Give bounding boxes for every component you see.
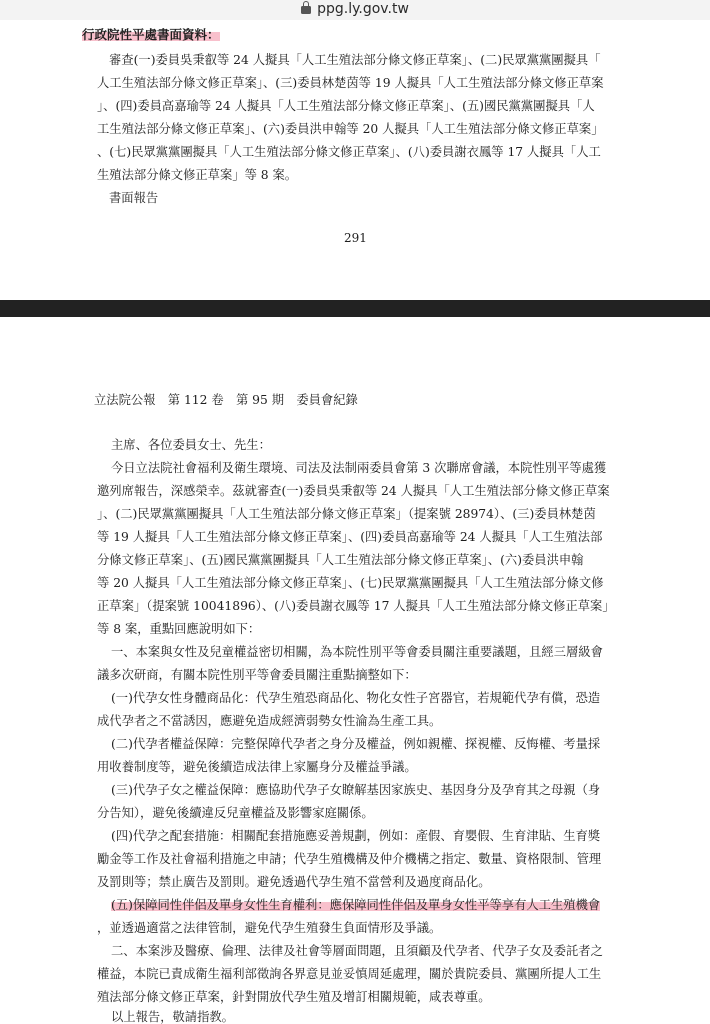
text-line: 及罰則等；禁止廣告及罰則。避免透過代孕生殖不當營利及過度商品化。 [97, 875, 491, 889]
text-line: 」、(二)民眾黨黨團擬具「人工生殖法部分條文修正草案」（提案號 28974）、(三)委員林楚茵 [97, 507, 596, 521]
page-number: 291 [344, 231, 367, 245]
text-line: 等 19 人擬具「人工生殖法部分條文修正草案」、(四)委員高嘉瑜等 24 人擬具「人工生殖法部 [97, 530, 603, 544]
text-line: 議多次研商，有關本院性別平等會委員關注重點摘整如下： [97, 668, 417, 682]
section-heading: 行政院性平處書面資料： [82, 27, 220, 42]
text-line: 」、(四)委員高嘉瑜等 24 人擬具「人工生殖法部分條文修正草案」、(五)國民黨黨團擬具「人 [97, 99, 595, 113]
text-line: 等 20 人擬具「人工生殖法部分條文修正草案」、(七)民眾黨黨團擬具「人工生殖法部分條文修 [97, 576, 604, 590]
text-line: 殖法部分條文修正草案，針對開放代孕生殖及增訂相關規範，咸表尊重。 [97, 990, 491, 1004]
text-line: ，並透過適當之法律管制，避免代孕生殖發生負面情形及爭議。 [97, 921, 442, 935]
text-line: 用收養制度等，避免後續造成法律上家屬身分及權益爭議。 [97, 760, 417, 774]
text-line: 邀列席報告，深感榮幸。茲就審查(一)委員吳秉叡等 24 人擬具「人工生殖法部分條文修正草案 [97, 484, 610, 498]
text-line: 權益，本院已責成衛生福利部徵詢各界意見並妥慎周延處理，關於貴院委員、黨團所提人工生 [97, 967, 602, 981]
text-line: 正草案」（提案號 10041896）、(八)委員謝衣鳳等 17 人擬具「人工生殖法部分條文修正草案」 [97, 599, 615, 613]
text-line: 勵金等工作及社會福利措施之申請；代孕生殖機構及仲介機構之指定、數量、資格限制、管理 [97, 852, 602, 866]
text-line: 二、本案涉及醫療、倫理、法律及社會等層面問題，且須顧及代孕者、代孕子女及委託者之 [111, 944, 603, 958]
url-text: ppg.ly.gov.tw [317, 1, 409, 17]
text-line: 分條文修正草案」、(五)國民黨黨團擬具「人工生殖法部分條文修正草案」、(六)委員洪申翰 [97, 553, 584, 567]
text-line: 一、本案與女性及兒童權益密切相關，為本院性別平等會委員關注重要議題，且經三層級會 [111, 645, 603, 659]
text-line: (三)代孕子女之權益保障：應協助代孕子女瞭解基因家族史、基因身分及孕育其之母親（身 [111, 783, 601, 797]
text-line: 人工生殖法部分條文修正草案」、(三)委員林楚茵等 19 人擬具「人工生殖法部分條文修正草案 [97, 76, 604, 90]
text-line: (四)代孕之配套措施：相關配套措施應妥善規劃，例如：產假、育嬰假、生育津貼、生育獎 [111, 829, 601, 843]
lock-icon [301, 1, 311, 14]
running-header: 立法院公報 第 112 卷 第 95 期 委員會紀錄 [94, 393, 358, 407]
text-line: 審查(一)委員吳秉叡等 24 人擬具「人工生殖法部分條文修正草案」、(二)民眾黨黨團擬具「 [109, 53, 601, 67]
url-display[interactable] [0, 1, 710, 17]
document-page-291 [0, 20, 710, 300]
text-line: 主席、各位委員女士、先生： [111, 438, 271, 452]
text-line: 、(七)民眾黨黨團擬具「人工生殖法部分條文修正草案」、(八)委員謝衣鳳等 17 人擬具「人工 [97, 145, 601, 159]
browser-address-bar[interactable] [0, 0, 710, 20]
highlighted-text-line: (五)保障同性伴侶及單身女性生育權利：應保障同性伴侶及單身女性平等享有人工生殖機會 [111, 898, 601, 912]
document-page [0, 317, 710, 1024]
text-line: 成代孕者之不當誘因，應避免造成經濟弱勢女性淪為生產工具。 [97, 714, 442, 728]
text-line: 生殖法部分條文修正草案」等 8 案。 [97, 168, 298, 182]
text-line: 書面報告 [109, 191, 159, 205]
text-line: 以上報告，敬請指教。 [111, 1010, 234, 1024]
text-line: (二)代孕者權益保障：完整保障代孕者之身分及權益，例如親權、探視權、反悔權、考量採 [111, 737, 601, 751]
text-line: 分告知），避免後續違反兒童權益及影響家庭關係。 [97, 806, 374, 820]
page-divider [0, 300, 710, 317]
text-line: 等 8 案，重點回應說明如下： [97, 622, 261, 636]
text-line: 工生殖法部分條文修正草案」、(六)委員洪申翰等 20 人擬具「人工生殖法部分條文修正草案」 [97, 122, 604, 136]
text-line: (一)代孕女性身體商品化：代孕生殖恐商品化、物化女性子宮器官，若規範代孕有償，恐造 [111, 691, 601, 705]
text-line: 今日立法院社會福利及衛生環境、司法及法制兩委員會第 3 次聯席會議，本院性別平等處獲 [111, 461, 607, 475]
